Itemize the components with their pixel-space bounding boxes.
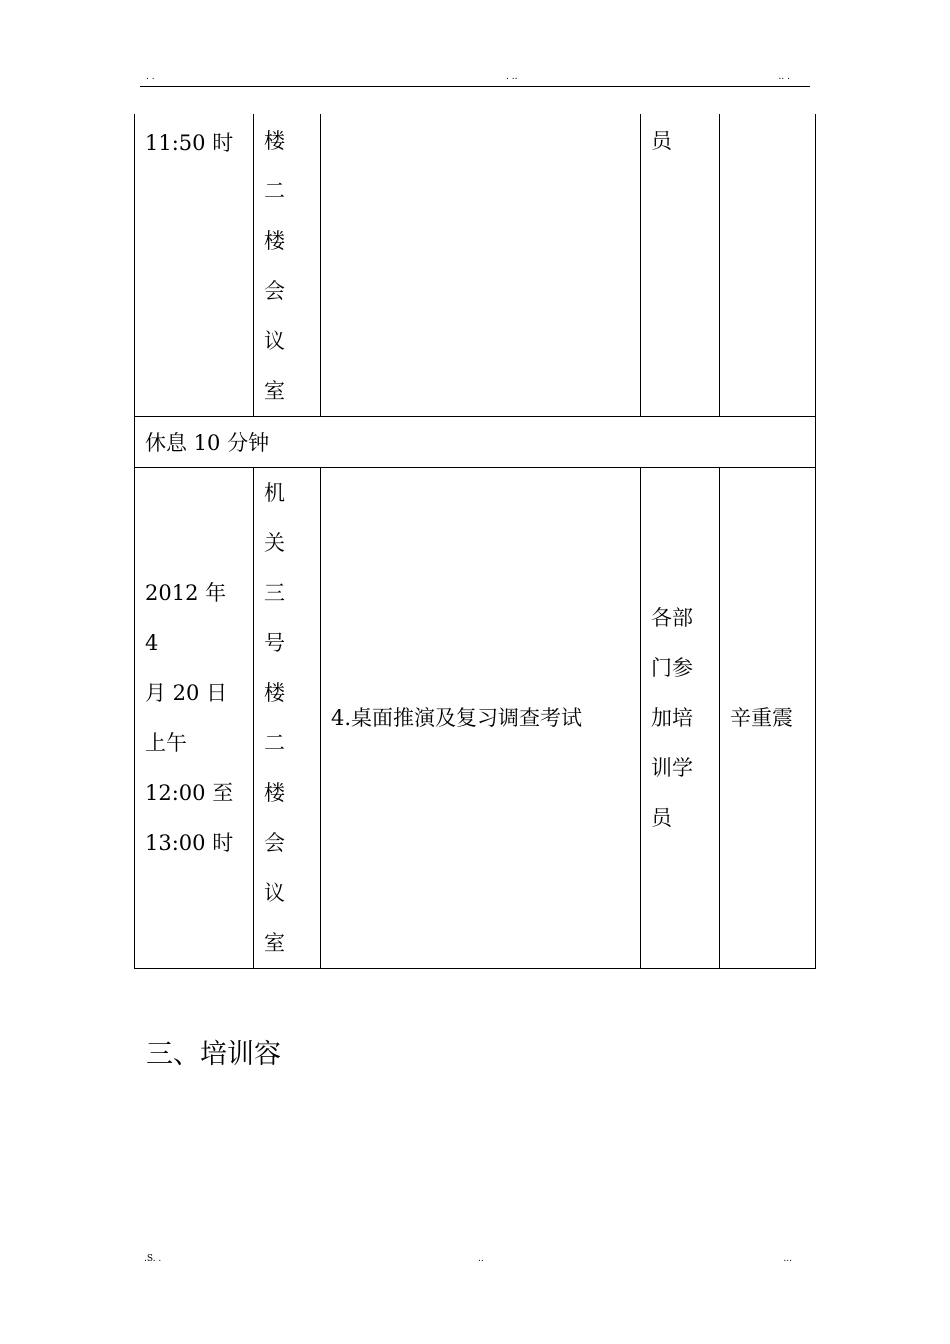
footer-right: ...: [783, 1254, 792, 1264]
time-cell: 2012 年 4 月 20 日 上午 12:00 至 13:00 时: [135, 468, 254, 969]
page-footer: [140, 1250, 810, 1266]
footer-left: .S. .: [144, 1254, 162, 1264]
page-header: [140, 68, 810, 87]
content-cell: [321, 114, 641, 417]
break-cell: 休息 10 分钟: [135, 417, 816, 468]
lecturer-cell: [720, 114, 816, 417]
participants-cell: 员: [641, 114, 720, 417]
header-left: . .: [146, 72, 155, 82]
table-row: [135, 468, 816, 969]
footer-center: ..: [478, 1254, 484, 1264]
content-cell: 4.桌面推演及复习调查考试: [321, 468, 641, 969]
participants-cell: 各部 门参 加培 训学 员: [641, 468, 720, 969]
table-row: [135, 114, 816, 417]
section-heading: 三、培训容: [146, 1039, 281, 1070]
break-row: [135, 417, 816, 468]
location-cell: 楼 二 楼 会 议 室: [254, 114, 321, 417]
header-right: .. .: [778, 72, 790, 82]
time-cell: 11:50 时: [135, 114, 254, 417]
lecturer-cell: 辛重震: [720, 468, 816, 969]
location-cell: 机 关 三 号 楼 二 楼 会 议 室: [254, 468, 321, 969]
schedule-table: [134, 114, 816, 969]
header-center: . ..: [506, 72, 518, 82]
